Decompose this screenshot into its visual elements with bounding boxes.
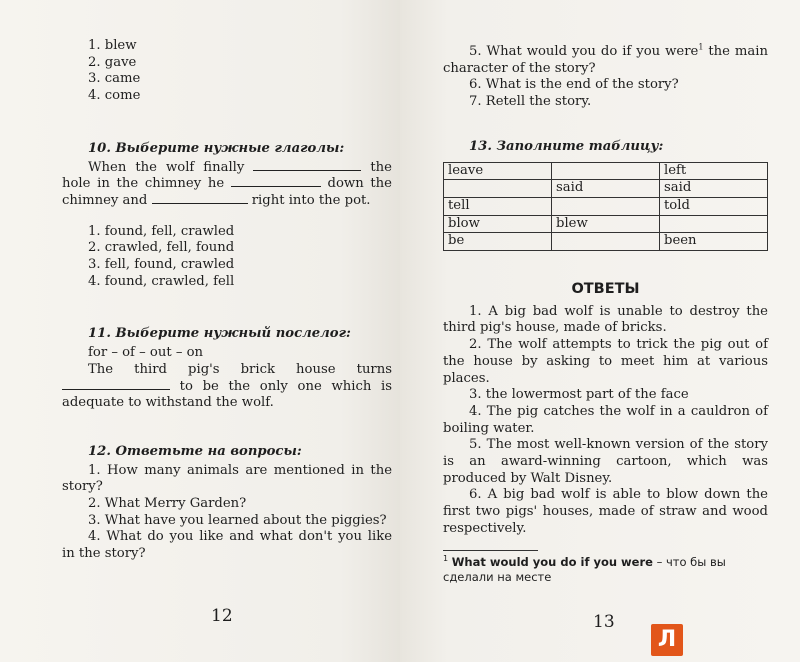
table-cell: said — [660, 180, 768, 198]
answer-item: 1. A big bad wolf is unable to destroy the third pig's house, made of bricks. — [443, 303, 768, 336]
answer-blank — [62, 379, 170, 390]
option-item: 1. blew — [88, 38, 137, 53]
table-cell — [444, 180, 552, 198]
table-cell — [552, 233, 660, 251]
table-cell — [660, 215, 768, 233]
footnote-term: What would you do if you were — [451, 554, 653, 569]
question-item: 4. What do you like and what don't you like in the story? — [62, 529, 392, 562]
answer-item: 4. The pig catches the wolf in a cauldron of boiling water. — [443, 403, 768, 436]
table-cell: tell — [444, 197, 552, 215]
table-cell: told — [660, 197, 768, 215]
table-cell: be — [444, 233, 552, 251]
page-number-left: 12 — [211, 606, 233, 626]
table-row — [444, 180, 768, 198]
table-row — [444, 215, 768, 233]
question-item: 2. What Merry Garden? — [88, 496, 247, 512]
question-item: 6. What is the end of the story? — [469, 77, 679, 93]
page-number-right: 13 — [593, 612, 615, 632]
table-cell — [552, 197, 660, 215]
table-cell: been — [660, 233, 768, 251]
table-cell: left — [660, 162, 768, 180]
previous-task-options — [62, 38, 392, 105]
answer-item: 6. A big bad wolf is able to blow down the first two pigs' houses, made of straw and wood respectively. — [443, 487, 768, 536]
answer-item: 2. The wolf attempts to trick the pig out of the house by asking to meet him at various places. — [443, 337, 768, 386]
option-item: 3. came — [88, 71, 141, 87]
verb-forms-table — [443, 162, 768, 252]
option-item: 2. crawled, fell, found — [88, 240, 235, 256]
question-5-tail: the main character of the story? — [443, 44, 769, 76]
table-cell: blow — [444, 215, 552, 233]
answer-item: 5. The most well-known version of the story is an award-winning cartoon, which was produced by Walt Disney. — [443, 437, 768, 486]
task-11-choices: for – of – out – on — [88, 345, 204, 361]
answer-blank — [152, 193, 248, 204]
question-item: 7. Retell the story. — [469, 94, 592, 110]
table-cell: said — [552, 180, 660, 198]
table-row — [444, 233, 768, 251]
task-10-text-b: the hole in the chimney he — [62, 159, 392, 192]
task-10 — [62, 141, 392, 291]
table-cell: leave — [444, 162, 552, 180]
footnote-translation: – что бы вы сделали на месте — [443, 554, 726, 584]
table-cell: blew — [552, 215, 660, 233]
question-item: 3. What have you learned about the piggies? — [88, 512, 387, 528]
task-10-text-d: right into the pot. — [251, 192, 371, 208]
answer-item: 3. the lowermost part of the face — [469, 387, 689, 403]
footnote-marker: 1 — [698, 42, 704, 52]
option-item: 4. found, crawled, fell — [88, 273, 235, 289]
answer-blank — [231, 176, 321, 187]
task-11 — [62, 326, 392, 412]
answers-section — [443, 281, 768, 538]
answer-blank — [253, 160, 361, 171]
task-10-text-c: down the chimney and — [62, 176, 392, 208]
table-cell — [552, 162, 660, 180]
task-12 — [62, 444, 392, 563]
option-item: 2. gave — [88, 54, 137, 70]
task-10-text — [62, 160, 392, 210]
task-10-options — [62, 224, 392, 291]
footnote-mark: 1 — [443, 553, 449, 563]
task-13-title: 13. Заполните таблицу: — [469, 138, 664, 154]
table-row — [444, 162, 768, 180]
answers-title: ОТВЕТЫ — [571, 281, 640, 298]
task-13 — [443, 139, 768, 251]
publisher-logo: Л — [651, 624, 683, 656]
task-11-text-b: to be the only one which is adequate to withstand the wolf. — [62, 378, 392, 411]
option-item: 1. found, fell, crawled — [88, 223, 235, 239]
table-row — [444, 197, 768, 215]
task-10-title: 10. Выберите нужные глаголы: — [88, 140, 345, 156]
question-item: 1. How many animals are mentioned in the story? — [62, 462, 392, 495]
option-item: 4. come — [88, 88, 141, 104]
task-12-title: 12. Ответьте на вопросы: — [88, 443, 302, 459]
right-column — [443, 44, 768, 585]
task-11-title: 11. Выберите нужный послелог: — [88, 326, 351, 342]
footnote-divider — [443, 550, 538, 551]
footnote — [443, 555, 768, 585]
question-5-text: 5. What would you do if you were — [469, 44, 699, 59]
question-item — [443, 44, 768, 77]
option-item: 3. fell, found, crawled — [88, 257, 235, 273]
left-column — [62, 38, 392, 563]
task-10-text-a: When the wolf finally — [88, 159, 245, 175]
task-11-text-a: The third pig's brick house turns — [88, 361, 392, 377]
task-11-text — [62, 362, 392, 412]
